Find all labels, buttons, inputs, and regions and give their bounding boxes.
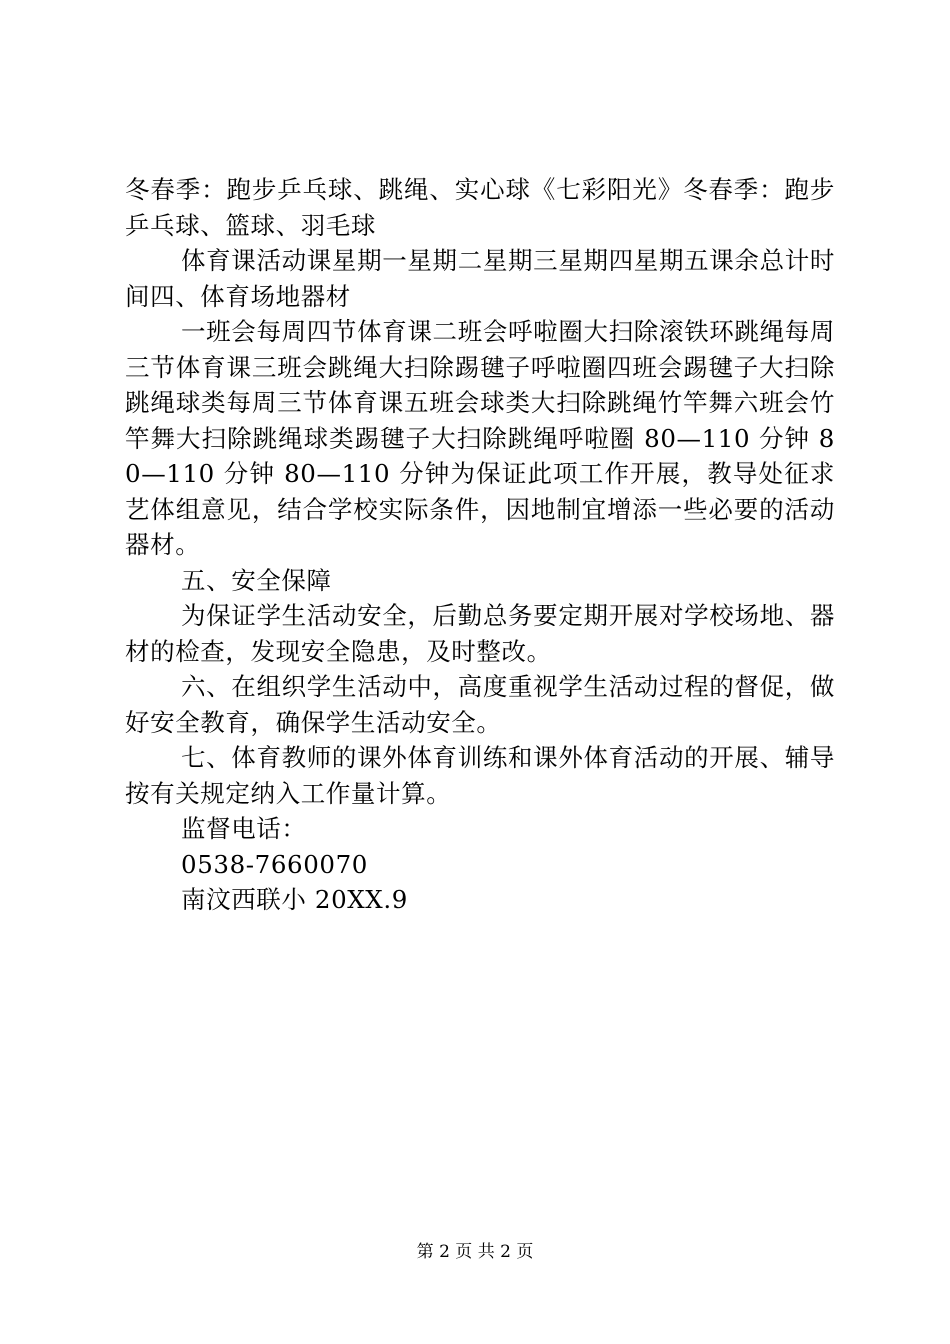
paragraph-class-activities: 一班会每周四节体育课二班会呼啦圈大扫除滚铁环跳绳每周三节体育课三班会跳绳大扫除踢毽子呼啦圈四班会踢毽子大扫除跳绳球类每周三节体育课五班会球类大扫除跳绳竹竿舞六班会竹竿舞大扫除跳绳球类踢毽子大扫除跳绳呼啦圈 80—110 分钟 80—110 分钟 80—110 分钟为保证此项工作开展，教导处征求艺体组意见，结合学校实际条件，因地制宜增添一些必要的活动器材。 — [125, 317, 835, 559]
document-body — [125, 172, 835, 918]
school-signature-date: 南汶西联小 20XX.9 — [181, 885, 408, 914]
paragraph-safety-inspection: 为保证学生活动安全，后勤总务要定期开展对学校场地、器材的检查，发现安全隐患，及时整改。 — [125, 601, 835, 666]
paragraph-teacher-workload: 七、体育教师的课外体育训练和课外体育活动的开展、辅导按有关规定纳入工作量计算。 — [125, 743, 835, 808]
section-heading-safety: 五、安全保障 — [181, 565, 332, 595]
page-number-footer: 第 2 页 共 2 页 — [416, 1242, 534, 1262]
supervision-phone-number: 0538-7660070 — [181, 849, 368, 879]
paragraph-supervision: 六、在组织学生活动中，高度重视学生活动过程的督促，做好安全教育，确保学生活动安全。 — [125, 672, 835, 737]
paragraph-weekly-schedule-header: 体育课活动课星期一星期二星期三星期四星期五课余总计时间四、体育场地器材 — [125, 246, 835, 311]
supervision-phone-label: 监督电话： — [181, 814, 307, 843]
paragraph-sports-by-season: 冬春季：跑步乒乓球、跳绳、实心球《七彩阳光》冬春季：跑步乒乓球、篮球、羽毛球 — [125, 175, 835, 240]
